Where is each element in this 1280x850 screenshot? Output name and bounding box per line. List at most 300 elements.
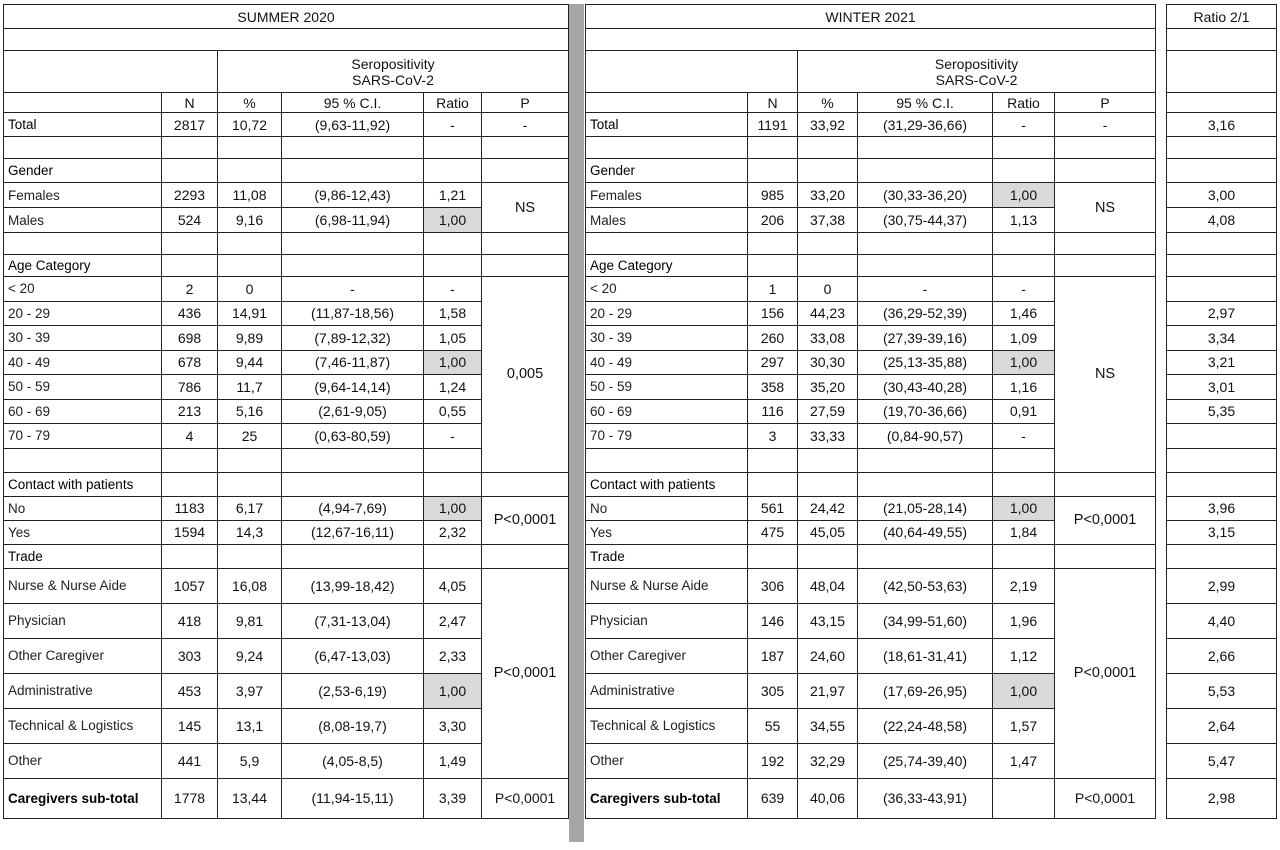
total-n: 1191: [748, 113, 798, 137]
row-label: Yes: [4, 520, 162, 544]
ratio-age-cell: 3,01: [1167, 375, 1277, 400]
subtotal-p: P<0,0001: [1055, 778, 1156, 818]
subtotal-row: [586, 778, 1156, 818]
pct-value: 11,08: [218, 183, 282, 208]
header-ci: 95 % C.I.: [858, 93, 993, 113]
spacer-cell: [798, 448, 858, 472]
spacer-row: [4, 29, 569, 51]
spacer-cell: [218, 233, 282, 255]
spacer-cell: [748, 233, 798, 255]
ratio-value: 1,00: [993, 183, 1055, 208]
spacer: [1167, 29, 1277, 51]
row-label: Other: [586, 743, 748, 778]
ci-value: (21,05-28,14): [858, 496, 993, 520]
ratio-title-cell: Ratio 2/1: [1167, 5, 1277, 29]
row-label: Technical & Logistics: [586, 708, 748, 743]
ratio-trade: [1167, 568, 1277, 603]
empty-cell: [282, 159, 424, 183]
n-value: 475: [748, 520, 798, 544]
spacer: [1167, 93, 1277, 113]
row-label: Males: [4, 208, 162, 233]
empty-cell: [798, 544, 858, 568]
spacer-cell: [586, 233, 748, 255]
spacer-cell: [162, 233, 218, 255]
pct-value: 0: [218, 277, 282, 302]
n-value: 678: [162, 350, 218, 375]
header-p: P: [482, 93, 569, 113]
gender-row: [4, 183, 569, 208]
header-ratio: Ratio: [424, 93, 482, 113]
ratio-value: 1,00: [993, 350, 1055, 375]
ratio-age-cell: 2,97: [1167, 301, 1277, 326]
pct-value: 25: [218, 424, 282, 449]
pct-value: 11,7: [218, 375, 282, 400]
contact-header-row: [586, 472, 1156, 496]
p-value: P<0,0001: [482, 568, 569, 778]
subtotal-ratio: [993, 778, 1055, 818]
summer-2020-table: [3, 4, 569, 819]
n-value: 187: [748, 638, 798, 673]
column-gap: [1156, 4, 1165, 842]
ratio-trade: [1167, 743, 1277, 778]
n-value: 436: [162, 301, 218, 326]
ratio-age-cell: 5,35: [1167, 399, 1277, 424]
spacer-cell: [218, 137, 282, 159]
n-value: 145: [162, 708, 218, 743]
spacer-cell: [282, 137, 424, 159]
subtotal-n: 1778: [162, 778, 218, 818]
spacer-cell: [993, 137, 1055, 159]
n-value: 453: [162, 673, 218, 708]
spacer-cell: [424, 233, 482, 255]
pct-value: 35,20: [798, 375, 858, 400]
row-label: Other Caregiver: [4, 638, 162, 673]
empty-cell: [282, 544, 424, 568]
season-title-row: [586, 5, 1156, 29]
empty-cell: [482, 255, 569, 277]
n-value: 206: [748, 208, 798, 233]
empty-cell: [748, 544, 798, 568]
p-value: NS: [1055, 277, 1156, 473]
ratio-age-cell: [1167, 424, 1277, 449]
row-label: 30 - 39: [4, 326, 162, 351]
spacer-cell: [218, 448, 282, 472]
ratio-title: [1167, 5, 1277, 29]
pct-value: 48,04: [798, 568, 858, 603]
ci-value: (25,74-39,40): [858, 743, 993, 778]
contact-header-row: [4, 472, 569, 496]
ci-value: (0,84-90,57): [858, 424, 993, 449]
spacer-cell: [424, 137, 482, 159]
ci-value: (27,39-39,16): [858, 326, 993, 351]
season-title: SUMMER 2020: [4, 5, 569, 29]
ci-value: -: [282, 277, 424, 302]
ci-value: (7,31-13,04): [282, 603, 424, 638]
pct-value: 14,3: [218, 520, 282, 544]
row-label: Caregivers sub-total: [586, 778, 748, 818]
spacer-cell: [1167, 544, 1277, 568]
empty-cell: [162, 159, 218, 183]
age-row: [586, 277, 1156, 302]
contact-row: [4, 496, 569, 520]
row-label: Nurse & Nurse Aide: [4, 568, 162, 603]
row-label: Administrative: [4, 673, 162, 708]
sero-line2: SARS-CoV-2: [352, 71, 434, 88]
ratio-subtotal: [1167, 778, 1277, 818]
subtotal-ratio: 3,39: [424, 778, 482, 818]
header-pct: %: [798, 93, 858, 113]
empty-cell: [993, 159, 1055, 183]
spacer: [1167, 137, 1277, 159]
ratio-trade-cell: 2,66: [1167, 638, 1277, 673]
row-label: Females: [586, 183, 748, 208]
ratio-value: 1,21: [424, 183, 482, 208]
total-row: [4, 113, 569, 137]
n-value: 786: [162, 375, 218, 400]
seropositivity-header: [798, 51, 1156, 93]
empty-cell: [482, 472, 569, 496]
row-label: Males: [586, 208, 748, 233]
ratio-trade-cell: 5,53: [1167, 673, 1277, 708]
ratio-age: [1167, 399, 1277, 424]
spacer-row: [4, 137, 569, 159]
ratio-total: [1167, 113, 1277, 137]
seropositivity-header: [218, 51, 569, 93]
column-header-row: [586, 93, 1156, 113]
ci-value: (7,46-11,87): [282, 350, 424, 375]
empty-cell: [424, 544, 482, 568]
row-label: 40 - 49: [4, 350, 162, 375]
blank-header-cell: [586, 51, 798, 93]
row-label: 20 - 29: [4, 301, 162, 326]
ci-value: (7,89-12,32): [282, 326, 424, 351]
empty-cell: [798, 255, 858, 277]
sero-line1: Seropositivity: [934, 55, 1019, 72]
spacer-cell: [1167, 448, 1277, 472]
ratio-age: [1167, 375, 1277, 400]
empty-cell: [1055, 472, 1156, 496]
pct-value: 33,08: [798, 326, 858, 351]
spacer-cell: [858, 137, 993, 159]
n-value: 524: [162, 208, 218, 233]
header-ci: 95 % C.I.: [282, 93, 424, 113]
label-header: [586, 93, 748, 113]
empty-cell: [993, 472, 1055, 496]
n-value: 3: [748, 424, 798, 449]
ratio-value: 1,58: [424, 301, 482, 326]
row-label: Total: [586, 113, 748, 137]
spacer: [1167, 51, 1277, 93]
ratio-subtotal-cell: 2,98: [1167, 778, 1277, 818]
n-value: 213: [162, 399, 218, 424]
empty-cell: [162, 544, 218, 568]
spacer-cell: [858, 448, 993, 472]
header-p: P: [1055, 93, 1156, 113]
ratio-contact-cell: 3,96: [1167, 496, 1277, 520]
ratio-value: 1,00: [993, 673, 1055, 708]
ratio-value: 1,00: [424, 496, 482, 520]
contact-section-label: Contact with patients: [586, 472, 748, 496]
spacer: [1167, 448, 1277, 472]
age-section-label: Age Category: [586, 255, 748, 277]
total-ci: (31,29-36,66): [858, 113, 993, 137]
ratio-value: 1,57: [993, 708, 1055, 743]
row-label: 50 - 59: [586, 375, 748, 400]
empty-cell: [282, 472, 424, 496]
column-header-row: [4, 93, 569, 113]
ratio-value: -: [424, 424, 482, 449]
row-label: Total: [4, 113, 162, 137]
row-label: < 20: [586, 277, 748, 302]
spacer-row: [586, 29, 1156, 51]
ratio-value: 1,00: [993, 496, 1055, 520]
row-label: Administrative: [586, 673, 748, 708]
ci-value: (30,33-36,20): [858, 183, 993, 208]
row-label: Yes: [586, 520, 748, 544]
spacer-row: [4, 233, 569, 255]
spacer-cell: [4, 448, 162, 472]
row-label: 60 - 69: [586, 399, 748, 424]
ratio-gender: [1167, 183, 1277, 208]
ratio-trade-cell: 4,40: [1167, 603, 1277, 638]
ci-value: (6,98-11,94): [282, 208, 424, 233]
ratio-value: 1,49: [424, 743, 482, 778]
total-ratio: -: [993, 113, 1055, 137]
ratio-age: [1167, 301, 1277, 326]
ratio-age-cell: [1167, 277, 1277, 302]
empty-cell: [424, 159, 482, 183]
spacer-cell: [162, 448, 218, 472]
empty-cell: [858, 255, 993, 277]
ratio-contact-cell: 3,15: [1167, 520, 1277, 544]
empty-cell: [858, 472, 993, 496]
subtotal-pct: 13,44: [218, 778, 282, 818]
ratio-value: 1,05: [424, 326, 482, 351]
ratio-contact: [1167, 496, 1277, 520]
empty-cell: [424, 472, 482, 496]
spacer-cell: [282, 448, 424, 472]
ratio-gender-cell: 4,08: [1167, 208, 1277, 233]
spacer-cell: [748, 137, 798, 159]
ci-value: (2,61-9,05): [282, 399, 424, 424]
ratio-age-cell: 3,34: [1167, 326, 1277, 351]
total-ratio: -: [424, 113, 482, 137]
spacer-cell: [993, 448, 1055, 472]
trade-section-label: Trade: [586, 544, 748, 568]
pct-value: 33,33: [798, 424, 858, 449]
n-value: 297: [748, 350, 798, 375]
total-p: -: [482, 113, 569, 137]
spacer: [1167, 255, 1277, 277]
total-pct: 10,72: [218, 113, 282, 137]
row-label: No: [586, 496, 748, 520]
ratio-value: 4,05: [424, 568, 482, 603]
empty-cell: [218, 255, 282, 277]
ci-value: (19,70-36,66): [858, 399, 993, 424]
spacer-cell: [1167, 233, 1277, 255]
gender-section-label: Gender: [586, 159, 748, 183]
season-divider: [569, 4, 584, 842]
gender-row: [586, 183, 1156, 208]
empty-cell: [798, 159, 858, 183]
row-label: Physician: [586, 603, 748, 638]
ratio-value: 1,96: [993, 603, 1055, 638]
gender-header-row: [586, 159, 1156, 183]
sero-line2: SARS-CoV-2: [935, 71, 1018, 88]
ratio-trade: [1167, 708, 1277, 743]
spacer-cell: [1167, 93, 1277, 113]
row-label: 50 - 59: [4, 375, 162, 400]
ratio-value: 2,32: [424, 520, 482, 544]
row-label: < 20: [4, 277, 162, 302]
ratio-value: 1,12: [993, 638, 1055, 673]
ratio-value: 2,19: [993, 568, 1055, 603]
empty-cell: [798, 472, 858, 496]
ratio-value: 0,91: [993, 399, 1055, 424]
pct-value: 34,55: [798, 708, 858, 743]
ratio-gender: [1167, 208, 1277, 233]
n-value: 306: [748, 568, 798, 603]
ratio-trade-cell: 5,47: [1167, 743, 1277, 778]
spacer-cell: [162, 137, 218, 159]
ci-value: (6,47-13,03): [282, 638, 424, 673]
empty-cell: [424, 255, 482, 277]
trade-row: [586, 568, 1156, 603]
ci-value: (2,53-6,19): [282, 673, 424, 708]
ci-value: (25,13-35,88): [858, 350, 993, 375]
spacer-cell: [482, 137, 569, 159]
ratio-value: 1,24: [424, 375, 482, 400]
ratio-value: -: [993, 424, 1055, 449]
ratio-value: 1,84: [993, 520, 1055, 544]
spacer-cell: [798, 137, 858, 159]
total-p: -: [1055, 113, 1156, 137]
header-pct: %: [218, 93, 282, 113]
empty-cell: [858, 544, 993, 568]
pct-value: 5,9: [218, 743, 282, 778]
p-value: NS: [1055, 183, 1156, 233]
empty-cell: [482, 544, 569, 568]
ratio-age: [1167, 277, 1277, 302]
spacer-cell: [1167, 255, 1277, 277]
empty-cell: [282, 255, 424, 277]
subtotal-row: [4, 778, 569, 818]
ratio-age: [1167, 424, 1277, 449]
ratio-trade-cell: 2,64: [1167, 708, 1277, 743]
subtotal-pct: 40,06: [798, 778, 858, 818]
n-value: 561: [748, 496, 798, 520]
ratio-age: [1167, 350, 1277, 375]
pct-value: 0: [798, 277, 858, 302]
pct-value: 30,30: [798, 350, 858, 375]
spacer-cell: [748, 448, 798, 472]
empty-cell: [1055, 159, 1156, 183]
spacer: [1167, 472, 1277, 496]
pct-value: 37,38: [798, 208, 858, 233]
n-value: 441: [162, 743, 218, 778]
age-section-label: Age Category: [4, 255, 162, 277]
n-value: 305: [748, 673, 798, 708]
sero-line1: Seropositivity: [351, 55, 435, 72]
row-label: 70 - 79: [4, 424, 162, 449]
ci-value: (4,05-8,5): [282, 743, 424, 778]
subtotal-ci: (11,94-15,11): [282, 778, 424, 818]
gender-section-label: Gender: [4, 159, 162, 183]
row-label: Technical & Logistics: [4, 708, 162, 743]
empty-cell: [858, 159, 993, 183]
n-value: 1594: [162, 520, 218, 544]
ci-value: (9,86-12,43): [282, 183, 424, 208]
ratio-value: -: [424, 277, 482, 302]
spacer-cell: [1055, 233, 1156, 255]
ci-value: (12,67-16,11): [282, 520, 424, 544]
ratio-value: 3,30: [424, 708, 482, 743]
pct-value: 9,44: [218, 350, 282, 375]
seropositivity-header-row: [586, 51, 1156, 93]
ratio-total-cell: 3,16: [1167, 113, 1277, 137]
row-label: 40 - 49: [586, 350, 748, 375]
n-value: 4: [162, 424, 218, 449]
total-row: [586, 113, 1156, 137]
trade-section-label: Trade: [4, 544, 162, 568]
row-label: Other Caregiver: [586, 638, 748, 673]
trade-header-row: [4, 544, 569, 568]
pct-value: 9,89: [218, 326, 282, 351]
spacer-cell: [1167, 29, 1277, 51]
row-label: Physician: [4, 603, 162, 638]
contact-section-label: Contact with patients: [4, 472, 162, 496]
n-value: 192: [748, 743, 798, 778]
spacer-cell: [282, 233, 424, 255]
ci-value: (34,99-51,60): [858, 603, 993, 638]
ratio-gender-cell: 3,00: [1167, 183, 1277, 208]
ratio-value: 1,47: [993, 743, 1055, 778]
trade-row: [4, 568, 569, 603]
pct-value: 43,15: [798, 603, 858, 638]
spacer-cell: [424, 448, 482, 472]
n-value: 55: [748, 708, 798, 743]
header-n: N: [748, 93, 798, 113]
ci-value: (40,64-49,55): [858, 520, 993, 544]
spacer-cell: [4, 29, 569, 51]
ratio-trade: [1167, 603, 1277, 638]
ratio-value: 1,00: [424, 350, 482, 375]
row-label: Other: [4, 743, 162, 778]
spacer: [1167, 159, 1277, 183]
total-n: 2817: [162, 113, 218, 137]
n-value: 2293: [162, 183, 218, 208]
total-pct: 33,92: [798, 113, 858, 137]
n-value: 358: [748, 375, 798, 400]
ratio-value: 1,13: [993, 208, 1055, 233]
pct-value: 9,81: [218, 603, 282, 638]
total-ci: (9,63-11,92): [282, 113, 424, 137]
spacer-cell: [1167, 159, 1277, 183]
ratio-value: -: [993, 277, 1055, 302]
empty-cell: [482, 159, 569, 183]
pct-value: 32,29: [798, 743, 858, 778]
empty-cell: [1055, 544, 1156, 568]
p-value: P<0,0001: [482, 496, 569, 544]
empty-cell: [748, 159, 798, 183]
n-value: 146: [748, 603, 798, 638]
ci-value: -: [858, 277, 993, 302]
spacer-cell: [993, 233, 1055, 255]
n-value: 1183: [162, 496, 218, 520]
pct-value: 44,23: [798, 301, 858, 326]
gender-header-row: [4, 159, 569, 183]
ci-value: (8,08-19,7): [282, 708, 424, 743]
